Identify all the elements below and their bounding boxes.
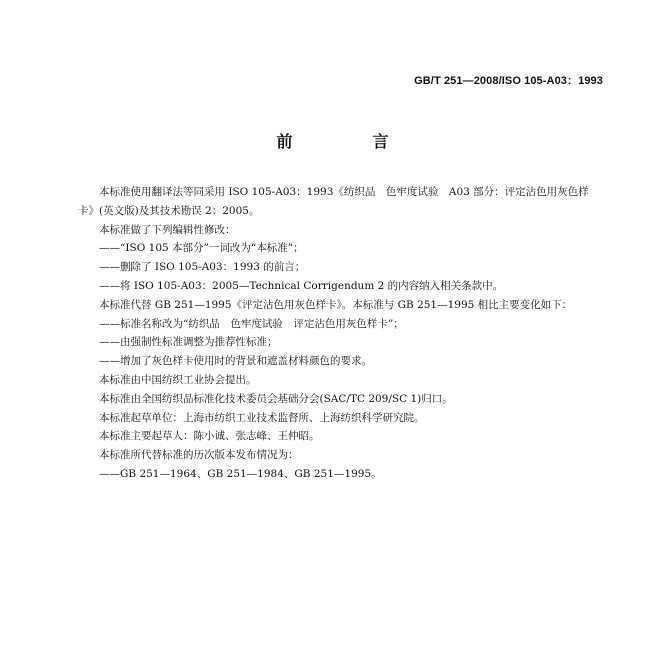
list-item-main-change: ——增加了灰色样卡使用时的背景和遮盖材料颜色的要求。 [99, 355, 372, 368]
list-item-editorial-change: ——“ISO 105 本部分”一词改为“本标准”； [99, 242, 304, 255]
list-item-previous-editions: ——GB 251—1964、GB 251—1984、GB 251—1995。 [99, 467, 382, 480]
paragraph-replacement-statement: 本标准代替 GB 251—1995《评定沾色用灰色样卡》。本标准与 GB 251—1995 相比主要变化如下： [99, 298, 573, 311]
paragraph-previous-editions-intro: 本标准所代替标准的历次版本发布情况为： [99, 449, 299, 462]
standard-code-header: GB/T 251—2008/ISO 105-A03：1993 [414, 75, 603, 87]
paragraph-editorial-changes-intro: 本标准做了下列编辑性修改： [99, 223, 236, 236]
paragraph-drafting-units: 本标准起草单位：上海市纺织工业技术监督所、上海纺织科学研究院。 [99, 411, 425, 424]
foreword-body [78, 183, 598, 484]
list-item-editorial-change: ——删除了 ISO 105-A03：1993 的前言； [99, 261, 306, 274]
list-item-editorial-change: ——将 ISO 105-A03：2005—Technical Corrigendum 2 的内容纳入相关条款中。 [99, 279, 504, 292]
paragraph-main-drafters: 本标准主要起草人：陈小诚、张志峰、王仲昭。 [99, 430, 320, 443]
list-item-main-change: ——由强制性标准调整为推荐性标准； [99, 336, 278, 349]
paragraph-proposer: 本标准由中国纺织工业协会提出。 [99, 373, 257, 386]
paragraph-technical-committee: 本标准由全国纺织品标准化技术委员会基础分会(SAC/TC 209/SC 1)归口。 [99, 392, 453, 405]
page-title: 前 言 [276, 132, 421, 151]
paragraph-adoption-statement: 本标准使用翻译法等同采用 ISO 105-A03：1993《纺织品 色牢度试验 A03 部分：评定沾色用灰色样卡》(英文版)及其技术勘误 2：2005。 [78, 186, 589, 217]
list-item-main-change: ——标准名称改为“纺织品 色牢度试验 评定沾色用灰色样卡”； [99, 317, 404, 330]
